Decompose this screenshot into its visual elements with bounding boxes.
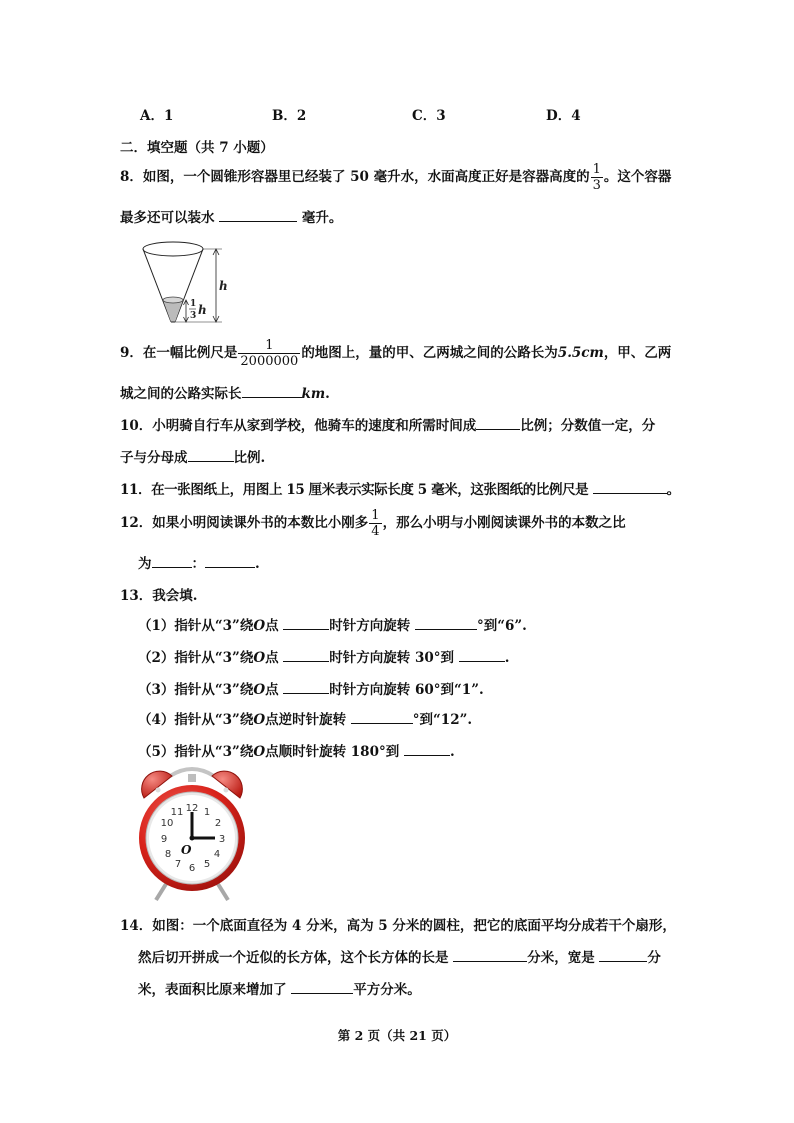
q11-line: 11．在一张图纸上，用图上 15 厘米表示实际长度 5 毫米，这张图纸的比例尺是 。	[120, 478, 680, 498]
option-c: C．3	[412, 108, 446, 124]
svg-text:1: 1	[203, 807, 211, 818]
q13-1-blank-angle[interactable]	[415, 615, 477, 630]
q14-blank-area[interactable]	[291, 979, 353, 994]
svg-text:7: 7	[174, 859, 182, 870]
q12-fraction: $\frac{1}{4}$	[371, 508, 380, 539]
svg-text:5: 5	[203, 859, 211, 870]
q10-line1: 10．小明骑自行车从家到学校，他骑车的速度和所需时间成 比例；分数值一定，分	[120, 414, 655, 434]
q13-sub3: （3）指针从“3”绕O点 时针方向旋转 60°到“1”.	[138, 678, 484, 698]
option-b: B．2	[272, 108, 307, 124]
q13-sub4: （4）指针从“3”绕O点逆时针旋转 °到“12”.	[138, 708, 472, 728]
svg-text:6: 6	[188, 863, 196, 874]
q8-line2: 最多还可以装水 毫升。	[120, 206, 342, 226]
cone-third-h-label: h	[198, 303, 207, 317]
q13-2-blank-dir[interactable]	[283, 647, 329, 662]
q9-answer-blank[interactable]	[242, 383, 302, 398]
svg-text:9: 9	[160, 834, 168, 845]
svg-text:10: 10	[160, 818, 174, 829]
svg-text:1: 1	[190, 299, 197, 309]
svg-text:11: 11	[170, 807, 184, 818]
q13-title: 13．我会填.	[120, 588, 198, 604]
q12-blank-1[interactable]	[152, 553, 192, 568]
q9-line2: 城之间的公路实际长 km.	[120, 382, 330, 402]
q13-sub2: （2）指针从“3”绕O点 时针方向旋转 30°到 .	[138, 646, 509, 666]
page-footer: 第 2 页（共 21 页）	[337, 1028, 457, 1043]
q13-sub5: （5）指针从“3”绕O点顺时针旋转 180°到 .	[138, 740, 455, 760]
cone-figure	[138, 238, 238, 328]
q11-answer-blank[interactable]	[593, 479, 667, 494]
q8-line1: 8．如图，一个圆锥形容器里已经装了 50 毫升水，水面高度正好是容器高度的 $\frac{1}{3}$ 。这个容器	[120, 162, 672, 193]
q13-1-blank-dir[interactable]	[283, 615, 329, 630]
q9-line1: 9．在一幅比例尺是 $\frac{1}{2000000}$ 的地图上，量的甲、乙两城之间的公路长为5.5cm，甲、乙两	[120, 338, 672, 369]
svg-text:3: 3	[218, 834, 226, 845]
svg-text:3: 3	[190, 311, 197, 321]
q12-line1: 12．如果小明阅读课外书的本数比小刚多 $\frac{1}{4}$ ，那么小明与小刚阅读课外书的本数之比	[120, 508, 626, 539]
q9-scale-fraction: $\frac{1}{2000000}$	[240, 338, 299, 369]
svg-text:2: 2	[214, 818, 222, 829]
q12-blank-2[interactable]	[205, 553, 255, 568]
q13-4-blank-angle[interactable]	[351, 709, 413, 724]
q12-line2: 为 ： .	[138, 552, 260, 572]
q14-line1: 14．如图：一个底面直径为 4 分米，高为 5 分米的圆柱，把它的底面平均分成若干个扇形，	[120, 918, 676, 934]
q14-blank-width[interactable]	[599, 947, 647, 962]
svg-text:12: 12	[185, 803, 199, 814]
q13-sub1: （1）指针从“3”绕O点 时针方向旋转 °到“6”.	[138, 614, 527, 634]
q8-answer-blank[interactable]	[219, 207, 297, 222]
q13-5-blank-target[interactable]	[404, 741, 450, 756]
clock-center-o-label: O	[181, 843, 192, 857]
q14-line3: 米，表面积比原来增加了 平方分米。	[138, 978, 421, 998]
q10-blank-1[interactable]	[476, 415, 520, 430]
option-d: D．4	[546, 108, 581, 124]
svg-text:4: 4	[213, 849, 221, 860]
alarm-clock-illustration	[136, 766, 248, 904]
q13-2-blank-target[interactable]	[459, 647, 505, 662]
cone-h-label: h	[219, 279, 228, 293]
q14-blank-length[interactable]	[453, 947, 527, 962]
q8-fraction: $\frac{1}{3}$	[592, 162, 601, 193]
q10-line2: 子与分母成 比例.	[120, 446, 265, 466]
svg-text:8: 8	[164, 849, 172, 860]
q14-line2: 然后切开拼成一个近似的长方体，这个长方体的长是 分米，宽是 分	[138, 946, 661, 966]
q10-blank-2[interactable]	[188, 447, 234, 462]
section-title: 二．填空题（共 7 小题）	[120, 140, 274, 156]
q13-3-blank-dir[interactable]	[283, 679, 329, 694]
option-a: A．1	[140, 108, 174, 124]
